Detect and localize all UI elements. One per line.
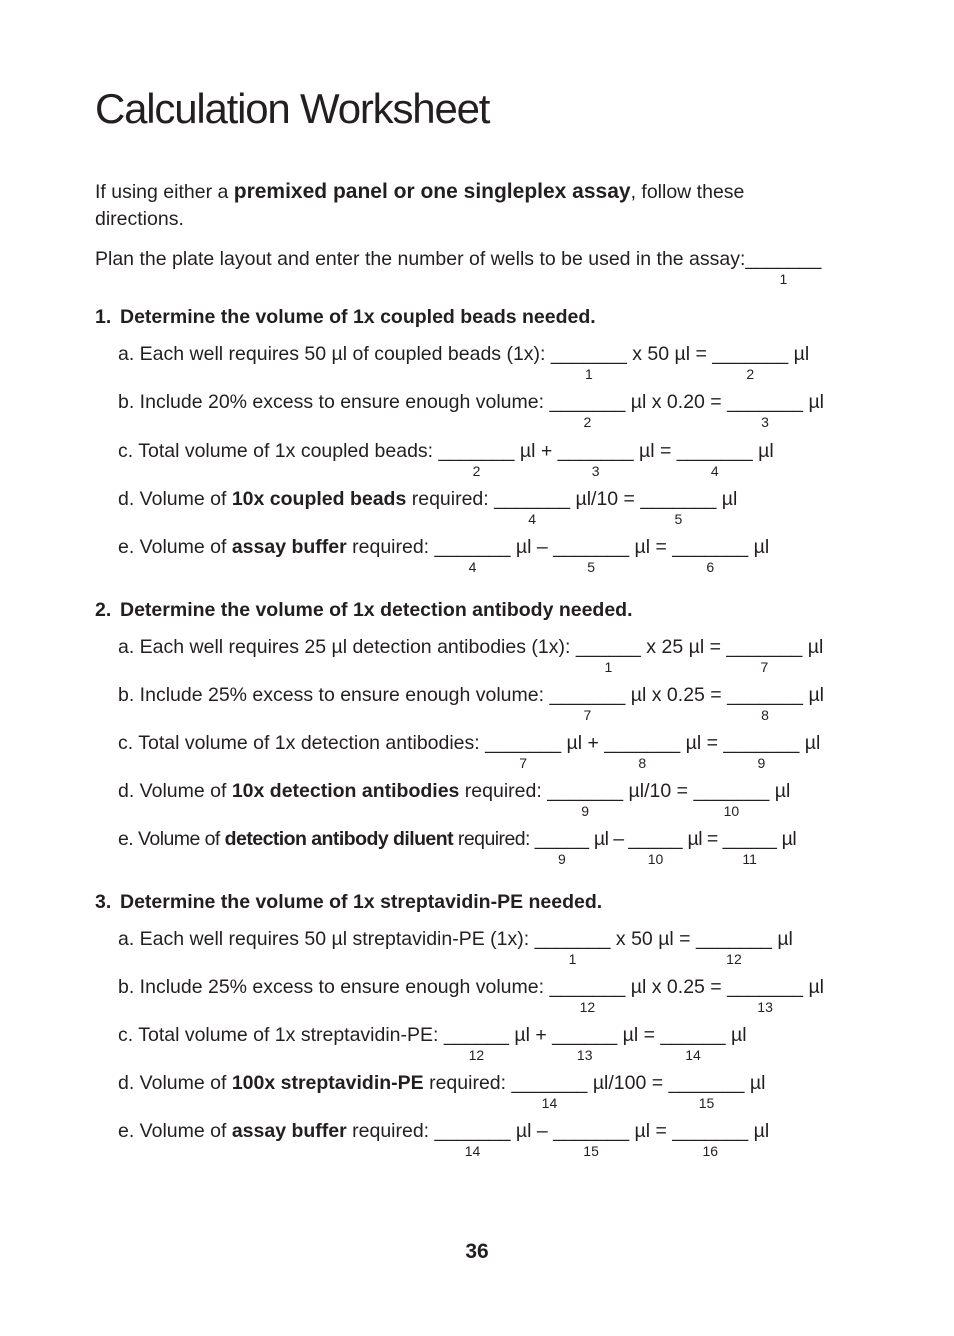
answer-blank[interactable]: _______ 2: [712, 343, 789, 382]
blank-ref: 14: [685, 1047, 701, 1063]
blank-ref: 4: [528, 511, 536, 527]
plan-text: Plan the plate layout and enter the number of wells to be used in the assay:: [95, 248, 746, 270]
wells-input-blank[interactable]: _______ 1: [745, 248, 822, 287]
blank-ref: 5: [674, 511, 683, 527]
answer-blank[interactable]: _______ 15: [668, 1072, 745, 1111]
page-title: Calculation Worksheet: [95, 85, 490, 132]
answer-blank[interactable]: _______ 3: [557, 440, 634, 479]
blank-ref: 2: [472, 463, 481, 479]
answer-blank[interactable]: _______ 12: [549, 976, 626, 1015]
answer-blank[interactable]: _____ 11: [722, 828, 777, 867]
blank-ref: 1: [584, 366, 593, 382]
blank-ref: 2: [746, 366, 755, 382]
blank-ref: 8: [638, 755, 647, 771]
blank-ref: 7: [519, 755, 527, 771]
blank-ref: 7: [760, 659, 769, 675]
blank-ref: 10: [723, 803, 740, 819]
answer-blank[interactable]: _______ 5: [640, 488, 717, 527]
blank-ref: 12: [579, 999, 596, 1015]
step-line: e. Volume of detection antibody diluent required: _____ 9 µl – _____ 10 µl = _____ 11 µl: [118, 828, 797, 867]
answer-blank[interactable]: _______ 7: [726, 636, 803, 675]
step-line: e. Volume of assay buffer required: _______ 14 µl – _______ 15 µl = _______ 16 µl: [118, 1120, 770, 1159]
blank-ref: 12: [468, 1047, 485, 1063]
answer-blank[interactable]: _______ 9: [547, 780, 624, 819]
answer-blank[interactable]: _______ 6: [672, 536, 749, 575]
answer-blank[interactable]: _______ 2: [438, 440, 515, 479]
answer-blank[interactable]: _______ 4: [494, 488, 571, 527]
intro-paragraph: [95, 178, 815, 233]
blank-ref: 3: [591, 463, 600, 479]
step-line: c. Total volume of 1x coupled beads: _______ 2 µl + _______ 3 µl = _______ 4 µl: [118, 440, 774, 479]
step-line: d. Volume of 10x coupled beads required: _______ 4 µl/10 = _______ 5 µl: [118, 488, 738, 527]
answer-blank[interactable]: _______ 8: [727, 684, 804, 723]
answer-blank[interactable]: _______ 8: [604, 732, 681, 771]
answer-blank[interactable]: ______ 13: [552, 1024, 618, 1063]
answer-blank[interactable]: _______ 16: [672, 1120, 749, 1159]
page-number: 36: [465, 1240, 489, 1263]
plan-line: [95, 248, 822, 287]
answer-blank[interactable]: ______ 14: [660, 1024, 726, 1063]
blank-ref: 6: [706, 559, 715, 575]
answer-blank[interactable]: _______ 10: [693, 780, 770, 819]
blank-ref: 1: [604, 659, 613, 675]
answer-blank[interactable]: _______ 1: [550, 343, 627, 382]
step-line: a. Each well requires 25 µl detection antibodies (1x): ______ 1 x 25 µl = _______ 7 µl: [118, 636, 824, 675]
intro-bold: premixed panel or one singleplex assay: [233, 180, 631, 203]
step-line: e. Volume of assay buffer required: _______ 4 µl – _______ 5 µl = _______ 6 µl: [118, 536, 770, 575]
answer-blank[interactable]: _______ 9: [723, 732, 800, 771]
blank-ref: 7: [583, 707, 592, 723]
blank-ref: 2: [583, 414, 592, 430]
blank-ref: 13: [757, 999, 773, 1015]
answer-blank[interactable]: _____ 10: [628, 828, 683, 867]
blank-ref: 16: [702, 1143, 719, 1159]
blank-ref: 12: [726, 951, 742, 967]
blank-ref: 4: [710, 463, 719, 479]
blank-ref: 9: [581, 803, 590, 819]
step-line: a. Each well requires 50 µl of coupled beads (1x): _______ 1 x 50 µl = _______ 2 µl: [118, 343, 810, 382]
answer-blank[interactable]: ______ 12: [443, 1024, 509, 1063]
blank-ref: 3: [761, 414, 769, 430]
answer-blank[interactable]: _______ 5: [553, 536, 630, 575]
answer-blank[interactable]: ______ 1: [575, 636, 641, 675]
answer-blank[interactable]: _______ 7: [485, 732, 562, 771]
step-line: b. Include 20% excess to ensure enough volume: _______ 2 µl x 0.20 = _______ 3 µl: [118, 391, 825, 430]
answer-blank[interactable]: _______ 13: [727, 976, 804, 1015]
answer-blank[interactable]: _______ 4: [676, 440, 753, 479]
blank-ref: 8: [761, 707, 769, 723]
step-line: a. Each well requires 50 µl streptavidin-PE (1x): _______ 1 x 50 µl = _______ 12 µl: [118, 928, 793, 967]
intro-suffix: , follow these directions.: [95, 181, 745, 230]
answer-blank[interactable]: _______ 1: [534, 928, 611, 967]
blank-ref: 14: [464, 1143, 481, 1159]
answer-blank[interactable]: _______ 3: [727, 391, 804, 430]
step-line: d. Volume of 10x detection antibodies required: _______ 9 µl/10 = _______ 10 µl: [118, 780, 791, 819]
answer-blank[interactable]: _______ 14: [511, 1072, 588, 1111]
step-line: b. Include 25% excess to ensure enough volume: _______ 7 µl x 0.25 = _______ 8 µl: [118, 684, 825, 723]
blank-ref: 9: [558, 851, 566, 867]
section-heading: 2. Determine the volume of 1x detection antibody needed.: [95, 599, 633, 621]
section-heading: 3. Determine the volume of 1x streptavidin-PE needed.: [95, 891, 603, 913]
step-line: b. Include 25% excess to ensure enough volume: _______ 12 µl x 0.25 = _______ 13 µl: [118, 976, 825, 1015]
blank-ref: 11: [742, 851, 757, 867]
answer-blank[interactable]: _______ 12: [695, 928, 772, 967]
blank-ref: 5: [587, 559, 595, 575]
answer-blank[interactable]: _______ 2: [549, 391, 626, 430]
section-heading: 1. Determine the volume of 1x coupled beads needed.: [95, 306, 596, 328]
blank-ref: 15: [698, 1095, 715, 1111]
answer-blank[interactable]: _______ 7: [549, 684, 626, 723]
step-line: c. Total volume of 1x streptavidin-PE: ______ 12 µl + ______ 13 µl = ______ 14 µl: [118, 1024, 747, 1063]
answer-blank[interactable]: _______ 4: [434, 536, 511, 575]
blank-ref: 13: [576, 1047, 593, 1063]
answer-blank[interactable]: _______ 14: [434, 1120, 511, 1159]
blank-ref: 4: [468, 559, 477, 575]
blank-ref: 9: [757, 755, 766, 771]
blank-ref: 10: [647, 851, 664, 867]
step-line: d. Volume of 100x streptavidin-PE required: _______ 14 µl/100 = _______ 15 µl: [118, 1072, 766, 1111]
intro-prefix: If using either a: [95, 181, 234, 203]
blank-ref: 15: [583, 1143, 599, 1159]
answer-blank[interactable]: _____ 9: [534, 828, 590, 867]
answer-blank[interactable]: _______ 15: [553, 1120, 630, 1159]
blank-ref: 1: [779, 271, 788, 287]
blank-ref: 1: [568, 951, 577, 967]
blank-ref: 14: [541, 1095, 558, 1111]
step-line: c. Total volume of 1x detection antibodies: _______ 7 µl + _______ 8 µl = _______ 9 µl: [118, 732, 821, 771]
